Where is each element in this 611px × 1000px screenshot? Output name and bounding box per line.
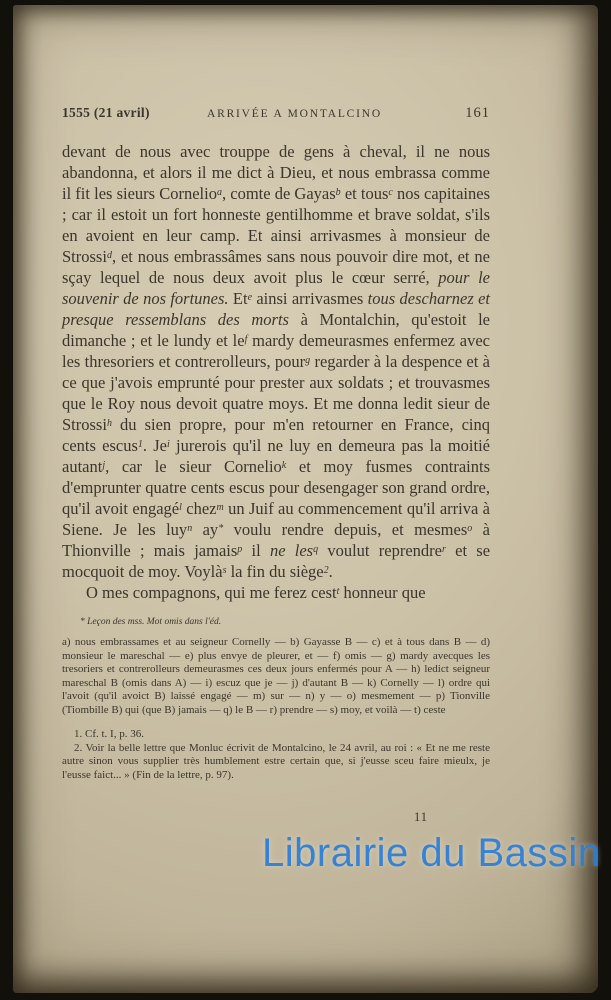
page-content <box>62 105 490 825</box>
variant-apparatus: a) nous embrassames et au seigneur Cornelly — b) Gayasse B — c) et à tous dans B — d) monsieur le mareschal — e) plus envye de pleurer, et — f) omis — g) mardy avecques les tresoriers et contrerolleurs demeurasmes ces deux jours enfermés pour A — h) ledict seigneur mareschal B (omis dans A) — i) escuz que je — j) d'autant B — k) Cornelly — l) ordre qui l'avoit (qu'il avoict B) laissé engagé — m) sur — n) y — o) mesmement — p) Tionville (Tiombille B) qui (que B) jamais — q) le B — r) prendre — s) moy, et voilà — t) ceste <box>62 636 490 716</box>
star-footnote: * Leçon des mss. Mot omis dans l'éd. <box>80 617 222 627</box>
paragraph: devant de nous avec trouppe de gens à cheval, il ne nous abandonna, et alors il me dict à Dieu, et nous embrassa comme il fit les sieurs Cornelio$^a$, comte de Gayas$^b$ et tous$^c$ nos capitaines ; car il estoit un fort honneste gentilhomme et brave soldat, s'ils en avoient en leur camp. Et ainsi arrivasmes à monsieur de Strossi$^d$, et nous embrassâmes sans nous pouvoir dire mot, et ne sçay lequel de nous deux avoit plus le cœur serré, pour le souvenir de nos fortunes. Et$^e$ ainsi arrivasmes tous descharnez et presque ressemblans des morts à Montalchin, qu'estoit le dimanche ; et le lundy et $le^f$ mardy demeurasmes enfermez avec les thresoriers et contrerolleurs, pour$^g$ regarder à la despence et à ce que j'avois emprunté pour prester aux soldats ; et trouvasmes que le Roy nous devoit quatre moys. Et me donna ledit sieur de Strossi$^h$ du sien propre, pour m'en retourner en France, cinq cents escus$^1$. Je$^i$ jurerois qu'il ne luy en demeura pas la moitié autant$^j$, car le sieur Cornelio$^k$ et moy fusmes contraints d'emprunter quatre cents escus pour desengager son grand ordre, qu'il avoit engagé$^l$ chez$^m$ un Juif au commencement qu'il arriva à Siene. Je les luy$^n$ ay* voulu rendre depuis, et mesmes$^o$ à Thionville ; mais jamais$^p$ il ne les$^q$ voulut reprendre$^r$ et se mocquoit de moy. Voylà$^s$ la fin du siège$^2$. <box>62 142 491 581</box>
header-date: 1555 (21 avril) <box>62 105 150 120</box>
header-folio: 161 <box>465 105 490 121</box>
signature-number: 11 <box>414 810 429 824</box>
footnote: 2. Voir la belle lettre que Monluc écrivit de Montalcino, le 24 avril, au roi : « Et ne me reste autre sinon vous supplier très humblement estre certain que, si j'eusse sceu faire mieulx, je l'eusse faict... » (Fin de la lettre, p. 97). <box>62 741 490 781</box>
paragraph: O mes compagnons, qui me ferez cest$^t$ honneur que <box>86 583 426 602</box>
footnote: 1. Cf. t. I, p. 36. <box>74 728 144 740</box>
body-text <box>62 141 490 603</box>
header-title: ARRIVÉE A MONTALCINO <box>207 108 382 120</box>
watermark-text: Librairie du Bassin <box>262 831 601 875</box>
footnotes <box>62 728 490 782</box>
running-header <box>62 105 490 122</box>
